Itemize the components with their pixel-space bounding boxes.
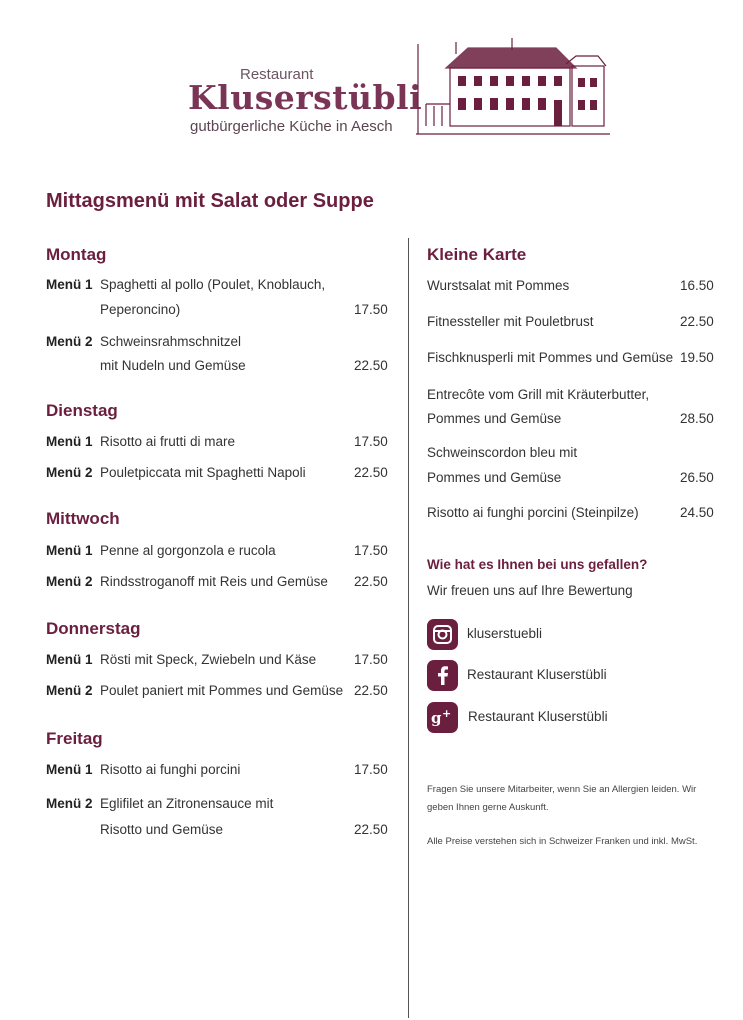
menu-label: Menü 2	[46, 796, 93, 811]
svg-text:g: g	[431, 709, 442, 727]
dish-description: Pommes und Gemüse	[427, 411, 562, 426]
menu-label: Menü 1	[46, 762, 93, 777]
day-heading-donnerstag: Donnerstag	[46, 619, 141, 638]
dish-description: Pommes und Gemüse	[427, 470, 562, 485]
menu-description: Penne al gorgonzola e rucola	[100, 543, 276, 558]
facebook-icon[interactable]	[427, 660, 458, 691]
menu-label: Menü 1	[46, 277, 93, 292]
menu-description: Risotto ai frutti di mare	[100, 434, 236, 449]
google-plus-icon[interactable]	[427, 702, 458, 733]
dish-description: Entrecôte vom Grill mit Kräuterbutter,	[427, 387, 650, 402]
menu-price: 17.50	[354, 302, 388, 317]
menu-price: 22.50	[354, 574, 388, 589]
menu-description: Spaghetti al pollo (Poulet, Knoblauch,	[100, 277, 326, 292]
menu-description: Rösti mit Speck, Zwiebeln und Käse	[100, 652, 317, 667]
menu-description: mit Nudeln und Gemüse	[100, 358, 246, 373]
feedback-heading: Wie hat es Ihnen bei uns gefallen?	[427, 557, 648, 572]
instagram-link[interactable]: kluserstuebli	[467, 626, 543, 641]
dish-description: Risotto ai funghi porcini (Steinpilze)	[427, 505, 639, 520]
instagram-icon[interactable]	[427, 619, 458, 650]
logo-restaurant-name: Kluserstübli	[188, 78, 423, 117]
menu-label: Menü 2	[46, 683, 93, 698]
column-divider	[408, 238, 409, 1018]
menu-price: 22.50	[354, 822, 388, 837]
dish-price: 16.50	[680, 278, 714, 293]
restaurant-logo	[188, 34, 618, 144]
menu-price: 22.50	[354, 358, 388, 373]
menu-description: Rindsstroganoff mit Reis und Gemüse	[100, 574, 328, 589]
allergy-note: Fragen Sie unsere Mitarbeiter, wenn Sie an Allergien leiden. Wir geben Ihnen gerne Auskunft.	[427, 784, 697, 813]
day-heading-dienstag: Dienstag	[46, 401, 118, 420]
price-note: Alle Preise verstehen sich in Schweizer Franken und inkl. MwSt.	[427, 836, 698, 847]
menu-label: Menü 2	[46, 574, 93, 589]
menu-description: Risotto und Gemüse	[100, 822, 224, 837]
dish-price: 26.50	[680, 470, 714, 485]
dish-price: 28.50	[680, 411, 714, 426]
menu-description: Peperoncino)	[100, 302, 181, 317]
logo-restaurant-label: Restaurant	[240, 66, 314, 83]
menu-price: 17.50	[354, 652, 388, 667]
menu-label: Menü 1	[46, 434, 93, 449]
day-heading-freitag: Freitag	[46, 729, 103, 748]
google-plus-link[interactable]: Restaurant Kluserstübli	[468, 709, 608, 724]
dish-description: Fitnessteller mit Pouletbrust	[427, 314, 594, 329]
menu-description: Eglifilet an Zitronensauce mit	[100, 796, 274, 811]
menu-description: Poulet paniert mit Pommes und Gemüse	[100, 683, 344, 698]
dish-price: 19.50	[680, 350, 714, 365]
menu-label: Menü 2	[46, 465, 93, 480]
menu-description: Risotto ai funghi porcini	[100, 762, 241, 777]
day-heading-mittwoch: Mittwoch	[46, 509, 120, 528]
kleine-karte-heading: Kleine Karte	[427, 245, 527, 264]
feedback-subtitle: Wir freuen uns auf Ihre Bewertung	[427, 583, 633, 598]
dish-price: 22.50	[680, 314, 714, 329]
svg-text:+: +	[442, 707, 452, 720]
facebook-link[interactable]: Restaurant Kluserstübli	[467, 667, 607, 682]
logo-tagline: gutbürgerliche Küche in Aesch	[190, 118, 393, 135]
menu-description: Pouletpiccata mit Spaghetti Napoli	[100, 465, 306, 480]
house-illustration-icon	[416, 34, 610, 138]
menu-label: Menü 2	[46, 334, 93, 349]
dish-price: 24.50	[680, 505, 714, 520]
dish-description: Schweinscordon bleu mit	[427, 445, 578, 460]
dish-description: Wurstsalat mit Pommes	[427, 278, 570, 293]
menu-price: 22.50	[354, 683, 388, 698]
menu-label: Menü 1	[46, 652, 93, 667]
menu-description: Schweinsrahmschnitzel	[100, 334, 242, 349]
menu-label: Menü 1	[46, 543, 93, 558]
dish-description: Fischknusperli mit Pommes und Gemüse	[427, 350, 674, 365]
menu-price: 22.50	[354, 465, 388, 480]
day-heading-montag: Montag	[46, 245, 107, 264]
menu-price: 17.50	[354, 762, 388, 777]
menu-price: 17.50	[354, 434, 388, 449]
menu-price: 17.50	[354, 543, 388, 558]
page-title: Mittagsmenü mit Salat oder Suppe	[46, 190, 374, 212]
